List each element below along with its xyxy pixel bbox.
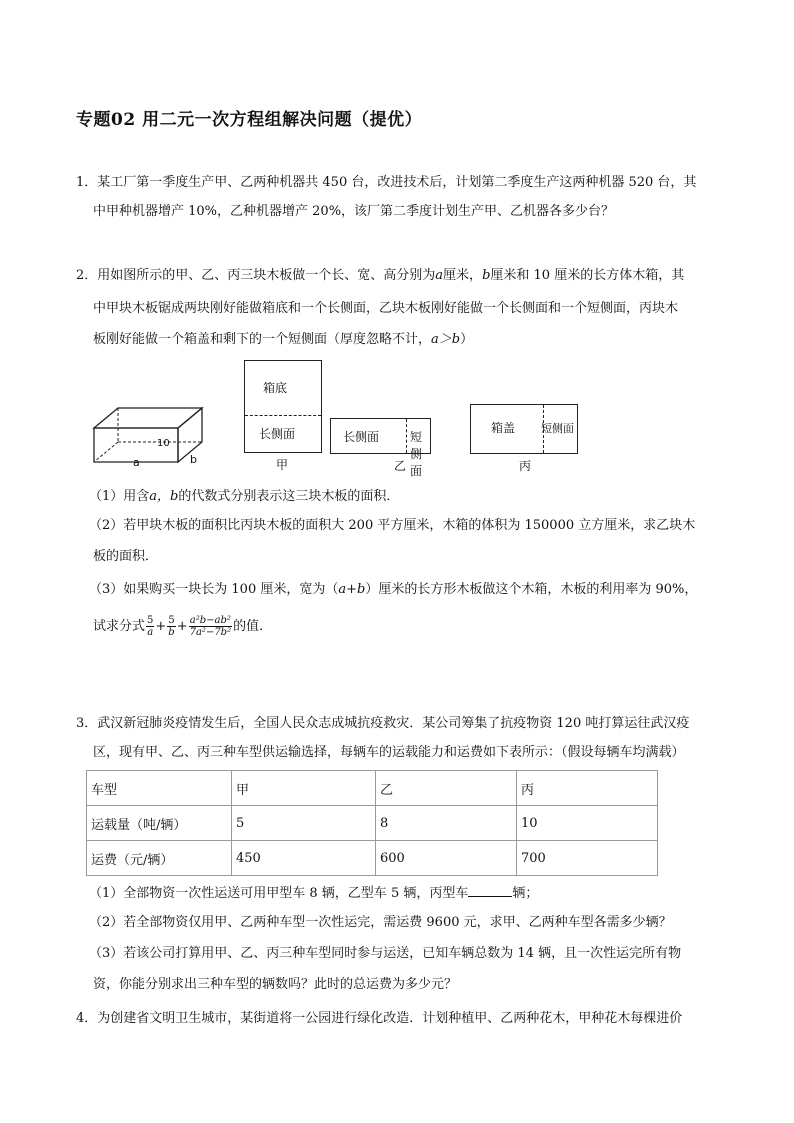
board-bing-right-label: 短侧面 (541, 422, 574, 435)
q2-sub3-line1 (89, 581, 697, 599)
table-cell: 运载量（吨/辆） (87, 806, 232, 841)
q2-condition: a＞b (431, 332, 461, 347)
table-cell: 600 (376, 841, 517, 876)
q2-sub2-line1: （2）若甲块木板的面积比丙块木板的面积大 200 平方厘米，木箱的体积为 150000 立方厘米，求乙块木 (89, 518, 696, 533)
q2-line2: 中甲块木板锯成两块刚好能做箱底和一个长侧面，乙块木板刚好能做一个长侧面和一个短侧面，丙块木 (93, 301, 679, 316)
q2-sub3-ab: a+b (338, 582, 366, 597)
box-top-face (94, 408, 202, 428)
page-title: 专题02 用二元一次方程组解决问题（提优） (76, 110, 423, 130)
table-row (87, 841, 658, 876)
q2-line1 (76, 267, 684, 285)
fraction-algebraic (189, 615, 232, 638)
boards-figure (60, 358, 600, 478)
q3-sub2: （2）若全部物资仅用甲、乙两种车型一次性运完，需运费 9600 元，求甲、乙两种车型各需多少辆？ (89, 915, 672, 930)
q2-sub2-line2: 板的面积． (93, 549, 159, 564)
table-cell: 8 (376, 806, 517, 841)
table-cell: 450 (232, 841, 376, 876)
q2-line1-text-c: 厘米和 10 厘米的长方体木箱，其 (490, 268, 685, 283)
table-row (87, 771, 658, 806)
board-bing-name: 丙 (519, 459, 532, 473)
fraction-5-over-b (167, 615, 175, 638)
frac2-denominator: b (168, 627, 175, 638)
board-yi (330, 418, 431, 478)
plus-sign: + (176, 619, 188, 634)
box-length-label: a (133, 456, 140, 469)
q1-line2: 中甲种机器增产 10%，乙种机器增产 20%，该厂第二季度计划生产甲、乙机器各多少台？ (93, 204, 615, 219)
frac1-numerator: 5 (147, 615, 154, 626)
q2-sub1-vars: a，b (149, 489, 179, 504)
board-jia-top-label: 箱底 (263, 381, 288, 395)
table-row (87, 806, 658, 841)
plus-sign: + (155, 619, 167, 634)
frac1-denominator: a (147, 627, 154, 638)
board-bing-left-label: 箱盖 (491, 421, 516, 435)
q3-line2: 区，现有甲、乙、丙三种车型供运输选择，每辆车的运载能力和运费如下表所示：（假设每辆车均满载） (93, 745, 685, 760)
table-cell: 丙 (517, 771, 658, 806)
q3-sub1-text: （1）全部物资一次性运送可用甲型车 8 辆，乙型车 5 辆，丙型车 (89, 886, 469, 901)
vehicle-table (86, 770, 658, 876)
board-bing (470, 404, 578, 454)
q3-sub3-line2: 资，你能分别求出三种车型的辆数吗？此时的总运费为多少元？ (93, 977, 458, 992)
q4-line1: 4．为创建省文明卫生城市，某街道将一公园进行绿化改造．计划种植甲、乙两种花木，甲种花木每棵进价 (76, 1011, 683, 1026)
board-jia-bottom-label: 长侧面 (259, 427, 296, 441)
var-b: b (482, 268, 491, 283)
q2-line1-text: 2．用如图所示的甲、乙、丙三块木板做一个长、宽、高分别为 (76, 268, 436, 283)
table-cell: 乙 (376, 771, 517, 806)
q2-sub3-text-b: ）厘米的长方形木板做这个木箱，木板的利用率为 90%， (365, 582, 698, 597)
q3-sub1 (89, 884, 538, 903)
board-yi-divider (406, 419, 407, 453)
q2-sub3-end: 的值． (233, 619, 273, 634)
q2-sub3-text: （3）如果购买一块长为 100 厘米，宽为（ (89, 582, 339, 597)
board-jia-divider (245, 415, 321, 416)
q3-sub3-line1: （3）若该公司打算用甲、乙、丙三种车型同时参与运送，已知车辆总数为 14 辆，且一次性运完所有物 (89, 946, 682, 961)
answer-blank[interactable] (468, 884, 512, 897)
q2-line3-text: 板刚好能做一个箱盖和剩下的一个短侧面（厚度忽略不计， (93, 332, 432, 347)
fraction-5-over-a (146, 615, 154, 638)
board-yi-name: 乙 (394, 459, 407, 473)
q2-sub1-text-b: 的代数式分别表示这三块木板的面积． (178, 489, 400, 504)
var-a: a (435, 268, 444, 283)
table-cell: 10 (517, 806, 658, 841)
frac2-numerator: 5 (168, 615, 175, 626)
q2-sub1-text: （1）用含 (89, 489, 150, 504)
q2-sub1 (89, 488, 399, 506)
box-width-label: b (190, 453, 197, 466)
q2-line3-end: ） (460, 332, 474, 347)
q1-line1: 1．某工厂第一季度生产甲、乙两种机器共 450 台，改进技术后，计划第二季度生产这两种机器 520 台，其 (76, 175, 697, 190)
board-yi-right-label: 短侧面 (410, 430, 423, 478)
table-cell: 5 (232, 806, 376, 841)
frac3-denominator: 7a²−7b² (189, 627, 232, 638)
box-height-label: 10 (157, 438, 170, 449)
frac3-numerator: a²b−ab² (189, 615, 231, 626)
table-cell: 700 (517, 841, 658, 876)
board-jia-name: 甲 (276, 458, 289, 472)
q2-sub3-prompt: 试求分式 (93, 619, 146, 634)
board-yi-left-label: 长侧面 (343, 430, 380, 444)
board-jia (244, 360, 322, 453)
table-cell: 甲 (232, 771, 376, 806)
table-cell: 运费（元/辆） (87, 841, 232, 876)
q2-line1-text-b: 厘米， (443, 268, 483, 283)
q2-sub3-line2 (93, 614, 272, 640)
q3-sub1-end: 辆； (512, 886, 539, 901)
q3-line1: 3．武汉新冠肺炎疫情发生后，全国人民众志成城抗疫救灾．某公司筹集了抗疫物资 120 吨打算运往武汉疫 (76, 716, 690, 731)
q2-line3 (93, 331, 473, 349)
box-hidden-edge (94, 442, 118, 462)
table-cell: 车型 (87, 771, 232, 806)
